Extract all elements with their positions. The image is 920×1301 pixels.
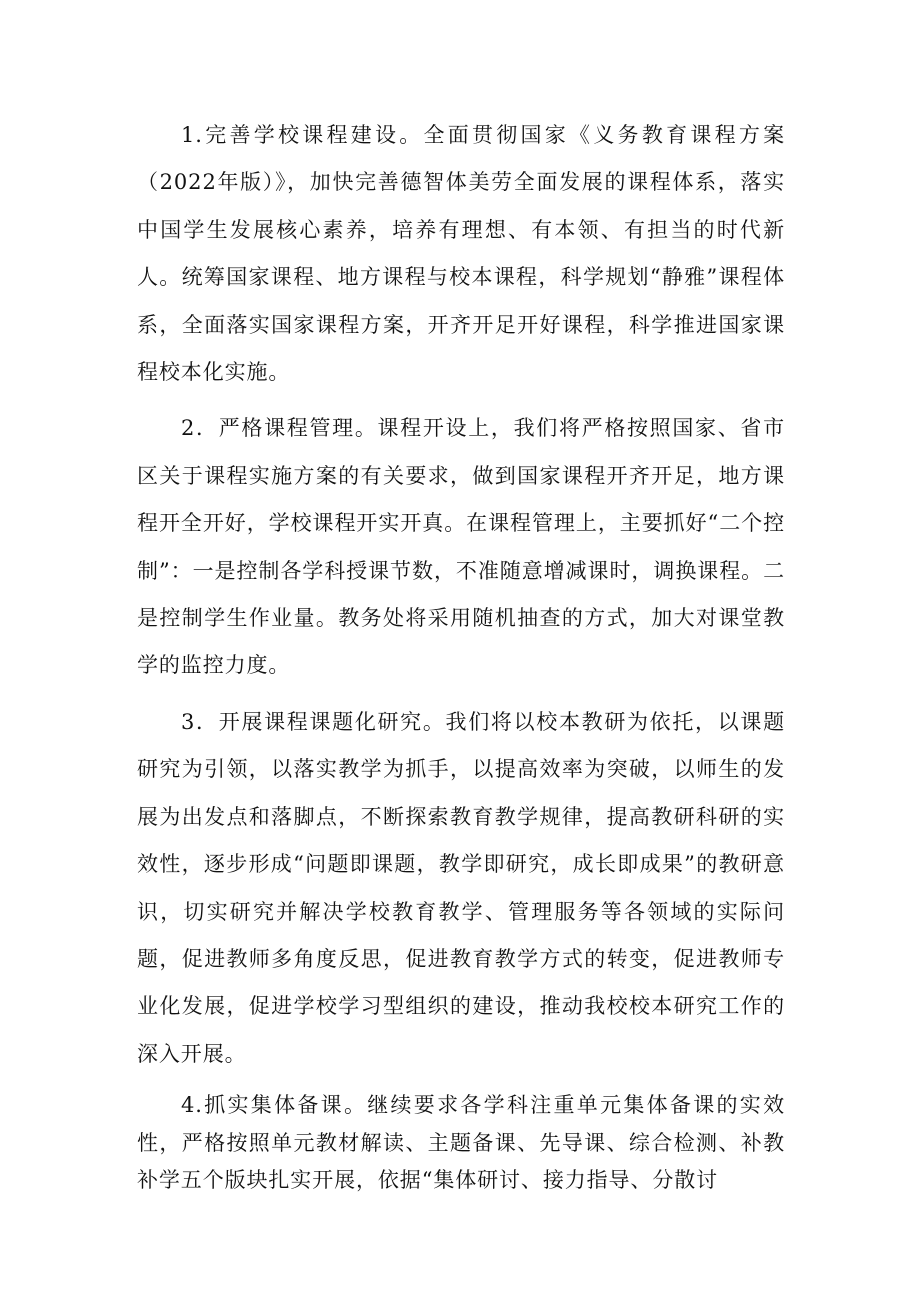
paragraph-course-construction: 1.完善学校课程建设。全面贯彻国家《义务教育课程方案（2022年版）》，加快完善德智体美劳全面发展的课程体系，落实中国学生发展核心素养，培养有理想、有本领、有担当的时代新人。统筹国家课程、地方课程与校本课程，科学规划“静雅”课程体系，全面落实国家课程方案，开齐开足开好课程，科学推进国家课程校本化实施。 [137, 123, 785, 385]
paragraph-course-management: 2．严格课程管理。课程开设上，我们将严格按照国家、省市区关于课程实施方案的有关要求，做到国家课程开齐开足，地方课程开全开好，学校课程开实开真。在课程管理上，主要抓好“二个控制”：一是控制各学科授课节数，不准随意增减课时，调换课程。二是控制学生作业量。教务处将采用随机抽查的方式，加大对课堂教学的监控力度。 [137, 416, 785, 678]
document-body [137, 112, 785, 1200]
paragraph-course-research: 3．开展课程课题化研究。我们将以校本教研为依托，以课题研究为引领，以落实教学为抓手，以提高效率为突破，以师生的发展为出发点和落脚点，不断探索教育教学规律，提高教研科研的实效性，逐步形成“问题即课题，教学即研究，成长即成果”的教研意识，切实研究并解决学校教育教学、管理服务等各领域的实际问题，促进教师多角度反思，促进教育教学方式的转变，促进教师专业化发展，促进学校学习型组织的建设，推动我校校本研究工作的深入开展。 [137, 709, 785, 1066]
paragraph-collective-lesson-prep: 4.抓实集体备课。继续要求各学科注重单元集体备课的实效性，严格按照单元教材解读、主题备课、先导课、综合检测、补教补学五个版块扎实开展，依据“集体研讨、接力指导、分散讨 [137, 1093, 785, 1193]
